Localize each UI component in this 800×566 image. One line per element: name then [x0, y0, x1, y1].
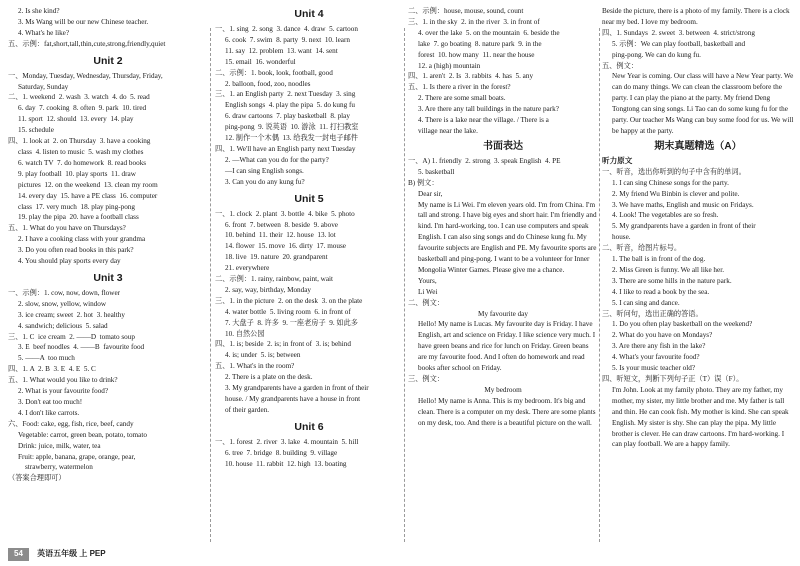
text-line: 3. My grandparents have a garden in front of their [225, 384, 369, 393]
text-line: 一、A) 1. friendly 2. strong 3. speak English 4. PE [408, 156, 561, 165]
text-line: 三、1. in the sky 2. in the river 3. in front of [408, 17, 540, 26]
page-number: 54 [8, 548, 29, 561]
text-line: 6. watch TV 7. do homework 8. read books [18, 158, 147, 167]
text-line: 3. ice cream; sweet 2. hot 3. healthy [18, 310, 125, 319]
text-line: 5. ——A too much [18, 354, 75, 363]
essay-title: My favourite day [478, 309, 528, 318]
text-line: 3. Do you often read books in this park? [18, 246, 134, 255]
text-line: 2. say, way, birthday, Monday [225, 285, 312, 294]
text-line: Dear sir, [418, 189, 443, 198]
text-line: 5. 示例：We can play football, basketball and [612, 39, 746, 48]
text-line: 3. There are some hills in the nature park. [612, 276, 732, 285]
text-line: 2. Is she kind? [18, 7, 60, 15]
text-line: 六、Food: cake, egg, fish, rice, beef, candy [8, 419, 134, 428]
text-line: 4. What's your favourite food? [612, 353, 700, 362]
text-line: 4. I don't like carrots. [18, 408, 80, 417]
text-line: 2. slow, snow, yellow, window [18, 299, 107, 308]
text-line: 2. My friend Wu Binbin is clever and polite. [612, 189, 740, 198]
text-line: English songs 4. play the pipa 5. do kung fu [225, 101, 355, 110]
writing-section-heading: 书面表达 [483, 140, 523, 152]
text-line: 五、1. What would you like to drink? [8, 376, 118, 385]
text-line: 四、1. We'll have an English party next Tuesday [215, 144, 356, 153]
unit-6-heading: Unit 6 [294, 420, 324, 433]
text-line: 1. I can sing Chinese songs for the party. [612, 178, 729, 187]
text-line: 6. tree 7. bridge 8. building 9. village [225, 448, 338, 457]
book-title: 英语五年级 上 PEP [37, 549, 106, 558]
text-line: 14. flower 15. move 16. dirty 17. mouse [225, 242, 346, 251]
page-footer [8, 548, 106, 562]
text-line: pictures 12. on the weekend 13. clean my room [18, 180, 158, 189]
text-line: 3. Don't eat too much! [18, 398, 83, 406]
text-line: 2. What do you have on Mondays? [612, 331, 713, 340]
text-line: 2. balloon, food, zoo, noodles [225, 79, 311, 88]
text-line: 3. Are there any fish in the lake? [612, 342, 706, 351]
text-line: —I can sing English songs. [225, 166, 304, 175]
text-line: 9. play football 10. play sports 11. draw [18, 169, 136, 178]
text-line: 五、例文： [602, 61, 638, 70]
text-line: 3. E beef noodles 4. ——B favourite food [18, 343, 145, 352]
text-line: 2. Miss Green is funny. We all like her. [612, 265, 725, 274]
text-line: 11. sport 12. should 13. every 14. play [18, 115, 134, 124]
text-line: 12. 制作一个木偶 13. 给我发一封电子邮件 [225, 134, 358, 143]
text-line: 一、示例：1. cow, now, down, flower [8, 288, 121, 297]
text-line: of their garden. [225, 405, 270, 414]
text-line: 五、1. What's in the room? [215, 362, 295, 371]
text-line: ping-pong. We can do kung fu. [612, 50, 701, 59]
essay-body: Hello! My name is Anna. This is my bedroom. It's big and clean. There is a computer on my desk. There are some plants on my desk, too. And there is a beautiful picture on the wall. [418, 396, 598, 427]
text-line: 3. Can you do any kung fu? [225, 177, 305, 186]
listening-heading: 听力原文 [602, 155, 633, 165]
text-line: 1. The ball is in front of the dog. [612, 255, 706, 264]
text-line: 7. 大盘子 8. 许多 9. 一座老房子 9. 如此多 [225, 318, 358, 327]
text-line: village near the lake. [418, 126, 478, 135]
text-line: 二、听音，给图片标号。 [602, 244, 682, 253]
text-line: 4. is; under 5. is; between [225, 351, 301, 360]
column-divider [599, 28, 600, 542]
unit-4-heading: Unit 4 [294, 8, 324, 20]
text-line: （答案合理即可） [8, 474, 66, 483]
text-line: 2. I have a cooking class with your grandma [18, 235, 146, 244]
unit-5-heading: Unit 5 [294, 192, 324, 205]
column-4 [602, 6, 794, 546]
text-line: 5. basketball [418, 167, 455, 176]
column-divider [404, 28, 405, 542]
text-line: 4. What's he like? [18, 28, 70, 37]
text-line: 11. say 12. problem 13. want 14. sent [225, 46, 338, 55]
text-line: 2. What is your favourite food? [18, 387, 109, 396]
exam-heading: 期末真题精选（A） [654, 140, 742, 152]
text-line: 14. every day 15. have a PE class 16. computer [18, 191, 158, 200]
essay-body: New Year is coming. Our class will have a New Year party. We can do many things. We can clean the classroom before the party. I can play the piano at the party. My friend Deng Tongtong can sing songs. Li Tao can do some kung fu for the party. Our teacher Ms Wang can buy some food for us. We will be happy at the party. [612, 72, 796, 135]
column-divider [210, 28, 211, 542]
text-line: Drink: juice, milk, water, tea [18, 441, 101, 450]
text-line: class 4. listen to music 5. wash my clothes [18, 147, 144, 156]
column-2 [215, 6, 403, 546]
text-line: 四、听短文，判断下列句子正（T）误（F）。 [602, 375, 744, 383]
text-line: 4. water bottle 5. living room 6. in front of [225, 307, 351, 316]
text-line: B) 例文： [408, 178, 439, 187]
text-line: 3. Ms Wang will be our new Chinese teacher. [18, 17, 149, 26]
text-line: house. / My grandparents have a house in front [225, 395, 361, 403]
unit-2-heading: Unit 2 [93, 54, 123, 67]
text-line: house. [612, 233, 631, 242]
text-line: 一、Monday, Tuesday, Wednesday, Thursday, Friday, [8, 71, 163, 80]
text-line: 6. front 7. between 8. beside 9. above [225, 220, 338, 229]
text-line: 1. Do you often play basketball on the weekend? [612, 320, 753, 329]
text-line: 10. house 11. rabbit 12. high 13. boating [225, 459, 347, 468]
text-line: 三、1. C ice cream 2. ——D tomato soup [8, 332, 135, 341]
text-line: Vegetable: carrot, green bean, potato, tomato [18, 430, 147, 439]
text-line: 5. Is your music teacher old? [612, 364, 696, 373]
essay-body: Beside the picture, there is a photo of my family. There is a clock near my bed. I love my bedroom. [602, 7, 792, 26]
text-line: 10. behind 11. their 12. house 13. lot [225, 231, 336, 240]
column-1 [8, 6, 208, 546]
essay-body: Hello! My name is Lucas. My favourite day is Friday. I have English, art and science on Friday. I like science very much. I have green beans and rice for lunch on Friday. Green beans are my favourite food. And I often do homework and read books after school on Friday. [418, 320, 597, 373]
text-line: 19. play the pipa 20. have a football class [18, 213, 139, 222]
text-line: Li Wei [418, 287, 438, 296]
text-line: 二、示例：house, mouse, sound, count [408, 7, 524, 15]
text-line: 二、1. weekend 2. wash 3. watch 4. do 5. read [8, 93, 150, 102]
text-line: 15. email 16. wonderful [225, 57, 296, 66]
text-line: 2. There are some small boats. [418, 94, 506, 103]
text-line: 18. live 19. nature 20. grandparent [225, 253, 328, 262]
text-line: Yours, [418, 276, 437, 285]
text-line: 五、1. What do you have on Thursdays? [8, 224, 126, 233]
text-line: 10. 自然公园 [225, 329, 265, 338]
text-line: Saturday, Sunday [18, 82, 69, 91]
text-line: 5. My grandparents have a garden in front of their [612, 222, 756, 231]
text-line: 4. sandwich; delicious 5. salad [18, 321, 108, 330]
text-line: forest 10. how many 11. near the house [418, 50, 535, 59]
text-line: Fruit: apple, banana, grape, orange, pear, [18, 452, 136, 461]
text-line: 二、示例：1. book, look, football, good [215, 68, 333, 77]
text-line: 三、听问句，选出正确的答语。 [602, 309, 703, 318]
text-line: 21. everywhere [225, 264, 270, 273]
text-line: 三、例文： [408, 375, 444, 383]
text-line: 6. draw cartoons 7. play basketball 8. play [225, 112, 350, 121]
essay-title: My bedroom [484, 385, 522, 394]
text-line: 四、1. A 2. B 3. E 4. E 5. C [8, 365, 96, 374]
text-line: lake 7. go boating 8. nature park 9. in the [418, 39, 542, 48]
text-line: 一、1. sing 2. song 3. dance 4. draw 5. cartoon [215, 25, 358, 33]
letter-body: My name is Li Wei. I'm eleven years old. I'm from China. I'm tall and strong. I have big eyes and short hair. I'm friendly and kind. I'm hard-working, too. I can use computers and speak English. I can also sing songs and do Chinese kung fu. My favourite subjects are English and PE. My favourite sports are basketball and ping-pong. I want to be a volunteer for Inner Mongolia Winter Games. Please give me a chance. [418, 200, 599, 274]
text-line: 一、听音，选出你听到的句子中含有的单词。 [602, 167, 746, 176]
text-line: 五、1. Is there a river in the forest? [408, 83, 511, 92]
text-line: strawberry, watermelon [25, 463, 93, 472]
text-line: 6. cook 7. swim 8. party 9. next 10. learn [225, 35, 350, 44]
text-line: 3. We have maths, English and music on Fridays. [612, 200, 754, 209]
text-line: 2. There is a plate on the desk. [225, 373, 313, 382]
text-line: ping-pong 9. 说英语 10. 游泳 11. 打扫教室 [225, 123, 359, 132]
text-line: 15. schedule [18, 126, 54, 135]
text-line: 二、例文： [408, 298, 444, 307]
text-line: 二、示例：1. rainy, rainbow, paint, wait [215, 275, 334, 284]
text-line: 5. I can sing and dance. [612, 298, 680, 307]
text-line: 4. over the lake 5. on the mountain 6. beside the [418, 28, 560, 37]
text-line: 4. Look! The vegetables are so fresh. [612, 211, 719, 220]
text-line: 三、1. an English party 2. next Tuesday 3. sing [215, 90, 356, 99]
text-line: class 17. very much 18. play ping-pong [18, 202, 135, 211]
text-line: 4. There is a lake near the village. / There is a [418, 116, 549, 125]
text-line: 3. Are there any tall buildings in the nature park? [418, 105, 559, 114]
text-line: 4. You should play sports every day [18, 257, 121, 266]
text-line: 一、1. clock 2. plant 3. bottle 4. bike 5. photo [215, 209, 355, 218]
text-line: 四、1. aren't 2. Is 3. rabbits 4. has 5. any [408, 72, 534, 81]
text-line: 四、1. is; beside 2. is; in front of 3. is; behind [215, 340, 351, 349]
text-line: 一、1. forest 2. river 3. lake 4. mountain 5. hill [215, 437, 359, 446]
column-3 [408, 6, 598, 546]
text-line: 12. a (high) mountain [418, 61, 481, 70]
unit-3-heading: Unit 3 [93, 271, 123, 284]
text-line: 6. day 7. cooking 8. often 9. park 10. tired [18, 104, 147, 113]
text-line: 四、1. look at 2. on Thursday 3. have a cooking [8, 137, 151, 146]
text-line: 三、1. in the picture 2. on the desk 3. on the plate [215, 296, 363, 305]
essay-body: I'm John. Look at my family photo. They are my father, my mother, my sister, my little brother and me. My father is tall and thin. He can cook fish. My mother is kind. She can speak English. My sister is shy. She can play the pipa. My little brother is clever. He can draw cartoons. I'm hard-working. I can play football. We are a happy family. [612, 385, 791, 449]
text-line: 五、示例：fat,short,tall,thin,cute,strong,friendly,quiet [8, 39, 166, 48]
text-line: 4. I like to read a book by the sea. [612, 287, 710, 296]
text-line: 四、1. Sundays 2. sweet 3. between 4. strict/strong [602, 28, 755, 37]
text-line: 2. —What can you do for the party? [225, 155, 329, 164]
